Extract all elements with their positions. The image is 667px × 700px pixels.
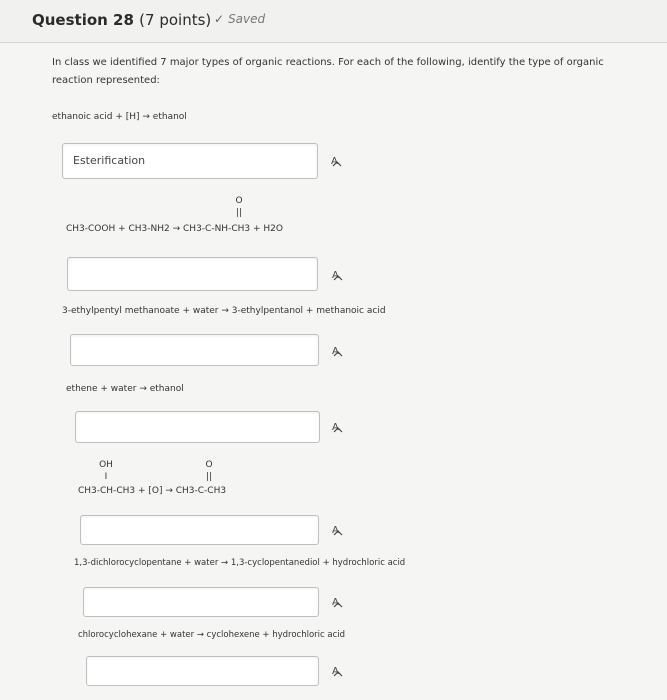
answer-field-7[interactable] (86, 656, 319, 686)
answer-field-1[interactable]: Esterification (62, 143, 318, 179)
reaction-7-text: chlorocyclohexane + water → cyclohexene + hydrochloric acid (78, 630, 346, 640)
svg-text:A: A (331, 156, 338, 167)
check-icon: ✓ (214, 12, 225, 26)
hydroxyl-bond: I (104, 472, 108, 482)
spellcheck-icon[interactable] (330, 154, 344, 168)
svg-text:A: A (332, 346, 339, 357)
svg-text:A: A (332, 270, 339, 281)
answer-field-4[interactable] (75, 411, 320, 443)
answer-field-2[interactable] (67, 257, 318, 291)
svg-text:A: A (332, 422, 339, 433)
svg-text:A: A (332, 666, 339, 677)
question-points: (7 points) (139, 11, 212, 29)
answer-field-5[interactable] (80, 515, 319, 545)
carbonyl-double-bond: || (205, 472, 213, 482)
svg-text:A: A (332, 525, 339, 536)
answer-field-6[interactable] (83, 587, 319, 617)
spellcheck-icon[interactable] (331, 344, 345, 358)
carbonyl-oxygen: O (235, 196, 243, 206)
svg-text:A: A (332, 597, 339, 608)
carbonyl-double-bond: || (235, 208, 243, 218)
spellcheck-icon[interactable] (331, 595, 345, 609)
saved-label: Saved (228, 12, 266, 26)
question-prompt: In class we identified 7 major types of organic reactions. For each of the following, identify the type of organic reaction represented: (52, 57, 604, 86)
spellcheck-icon[interactable] (331, 420, 345, 434)
spellcheck-icon[interactable] (331, 268, 345, 282)
question-header (0, 0, 667, 43)
reaction-6-text: 1,3-dichlorocyclopentane + water → 1,3-cyclopentanediol + hydrochloric acid (74, 558, 406, 568)
reaction-3-text: 3-ethylpentyl methanoate + water → 3-ethylpentanol + methanoic acid (62, 306, 386, 316)
spellcheck-icon[interactable] (331, 523, 345, 537)
saved-status (214, 12, 265, 26)
carbonyl-oxygen: O (205, 460, 213, 470)
hydroxyl-group: OH (99, 460, 113, 470)
question-title (32, 11, 211, 29)
question-number: Question 28 (32, 11, 134, 29)
reaction-5-text: CH3-CH-CH3 + [O] → CH3-C-CH3 (78, 486, 227, 496)
answer-field-3[interactable] (70, 334, 319, 366)
spellcheck-icon[interactable] (331, 664, 345, 678)
reaction-4-text: ethene + water → ethanol (66, 384, 184, 394)
reaction-1-text: ethanoic acid + [H] → ethanol (52, 112, 187, 122)
reaction-2-text: CH3-COOH + CH3-NH2 → CH3-C-NH-CH3 + H2O (66, 224, 283, 234)
